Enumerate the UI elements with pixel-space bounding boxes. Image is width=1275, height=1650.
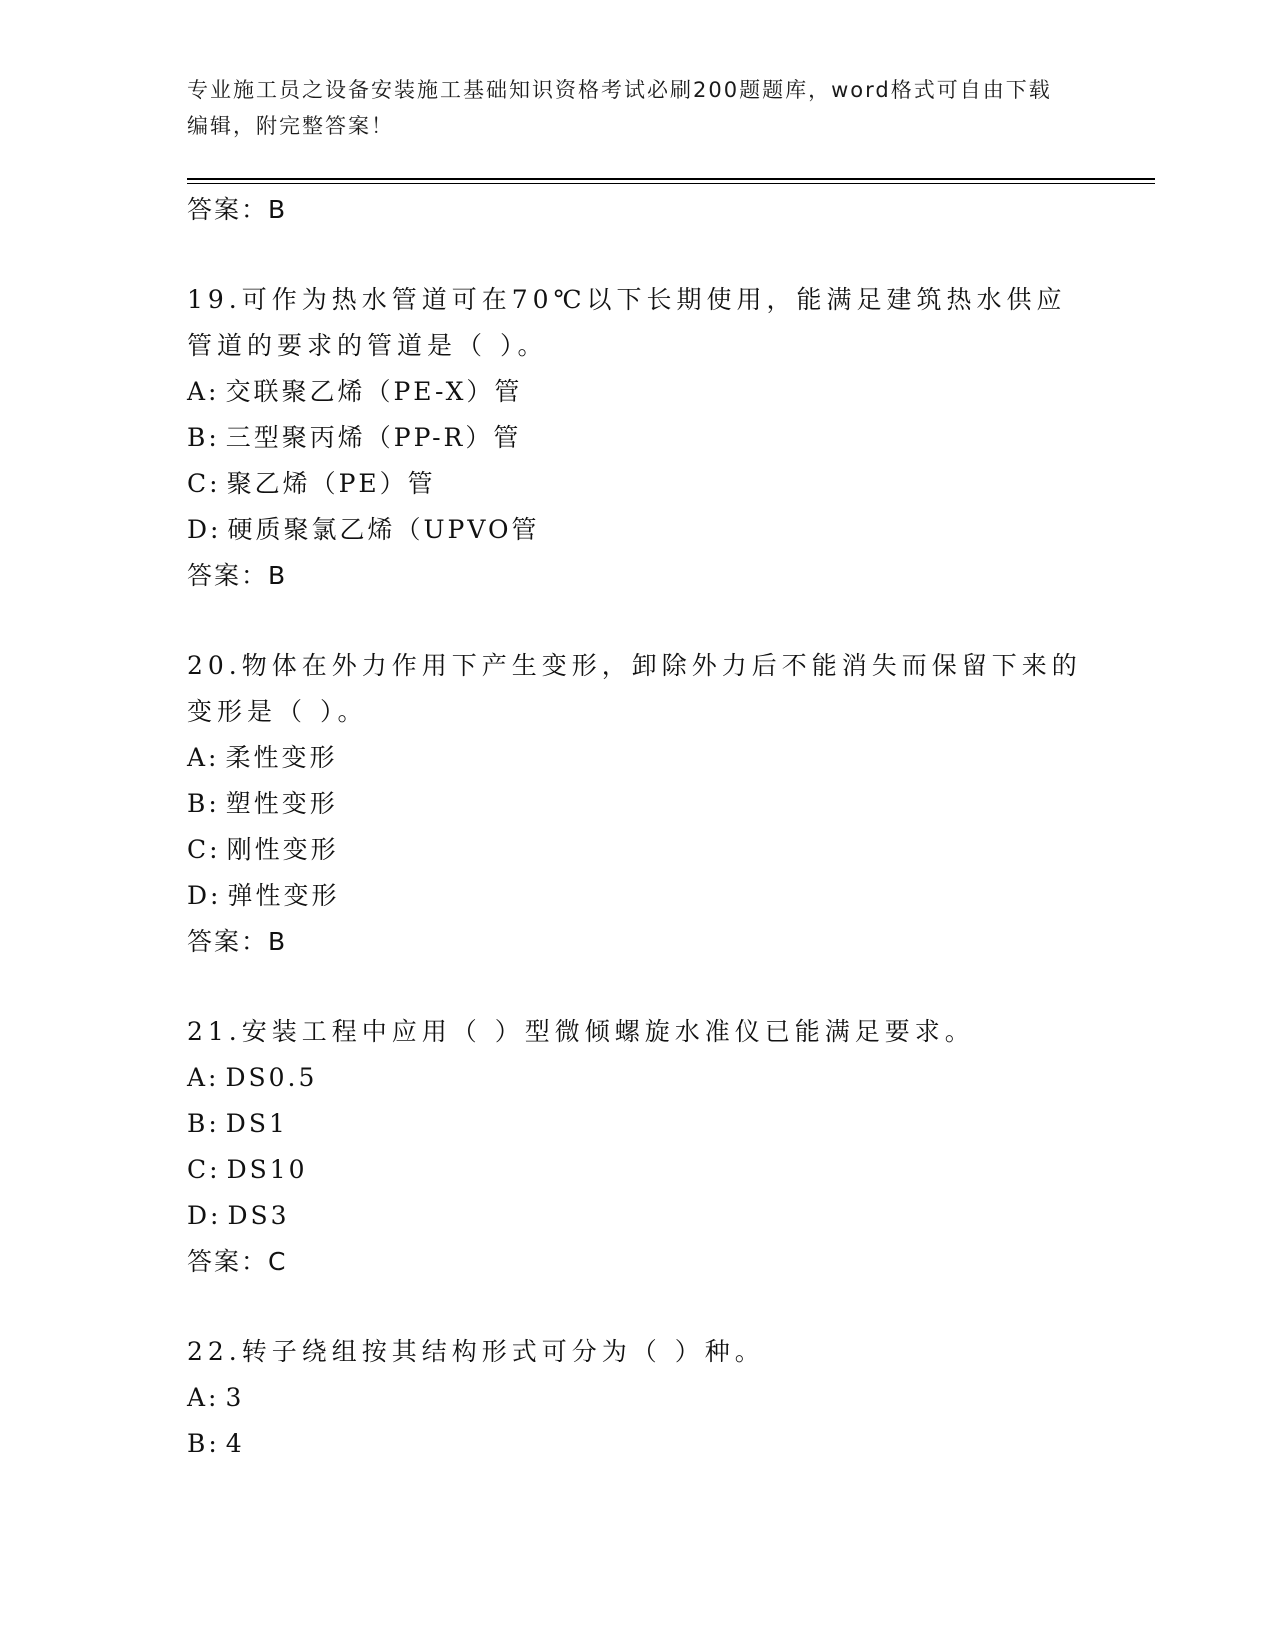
option-text: DS0.5: [225, 1063, 318, 1092]
option-label: A:: [187, 743, 220, 772]
answer-option: [187, 507, 1087, 553]
answer-option: [187, 415, 1087, 461]
answer-line: 答案：C: [187, 1247, 288, 1276]
option-text: 弹性变形: [227, 881, 340, 910]
option-label: C:: [187, 835, 221, 864]
question-text: 20.物体在外力作用下产生变形，卸除外力后不能消失而保留下来的变形是（ ）。: [187, 651, 1082, 726]
question-block: [187, 1009, 1087, 1285]
question-block: [187, 277, 1087, 599]
spacer: [187, 965, 1087, 1009]
answer-option: [187, 1375, 1087, 1421]
question-text: 22.转子绕组按其结构形式可分为（ ）种。: [187, 1337, 765, 1366]
option-text: 塑性变形: [225, 789, 338, 818]
answer-option: [187, 873, 1087, 919]
option-text: 4: [225, 1429, 245, 1458]
spacer: [187, 599, 1087, 643]
spacer: [187, 233, 1087, 277]
answer-option: [187, 735, 1087, 781]
answer-option: [187, 1055, 1087, 1101]
answer-line: 答案：B: [187, 927, 288, 956]
question-list: [187, 187, 1087, 1467]
question-text: 19.可作为热水管道可在70℃以下长期使用，能满足建筑热水供应管道的要求的管道是（ ）。: [187, 285, 1067, 360]
header-divider-thick: [187, 178, 1155, 180]
question-block: [187, 1329, 1087, 1467]
option-label: A:: [187, 1383, 220, 1412]
option-text: 3: [225, 1383, 245, 1412]
question-text: 21.安装工程中应用（ ）型微倾螺旋水准仪已能满足要求。: [187, 1017, 975, 1046]
header-divider-thin: [187, 183, 1155, 184]
answer-option: [187, 1421, 1087, 1467]
answer-option: [187, 369, 1087, 415]
option-label: B:: [187, 1429, 220, 1458]
answer-option: [187, 1147, 1087, 1193]
answer-line: 答案：B: [187, 561, 288, 590]
answer-option: [187, 781, 1087, 827]
option-label: B:: [187, 789, 220, 818]
option-text: 硬质聚氯乙烯（UPVO管: [227, 515, 540, 544]
option-label: D:: [187, 515, 222, 544]
option-label: D:: [187, 881, 222, 910]
option-text: 刚性变形: [226, 835, 339, 864]
option-label: D:: [187, 1201, 222, 1230]
option-text: DS10: [226, 1155, 308, 1184]
option-label: A:: [187, 1063, 220, 1092]
option-text: 交联聚乙烯（PE-X）管: [225, 377, 523, 406]
option-label: B:: [187, 1109, 220, 1138]
question-block: [187, 643, 1087, 965]
option-label: B:: [187, 423, 220, 452]
spacer: [187, 1285, 1087, 1329]
option-text: 柔性变形: [225, 743, 338, 772]
option-text: DS3: [227, 1201, 290, 1230]
answer-option: [187, 461, 1087, 507]
option-label: C:: [187, 469, 221, 498]
option-text: DS1: [225, 1109, 288, 1138]
option-label: A:: [187, 377, 220, 406]
document-header: 专业施工员之设备安装施工基础知识资格考试必刷200题题库，word格式可自由下载编辑，附完整答案！: [187, 78, 1052, 138]
answer-line: 答案：B: [187, 195, 288, 224]
answer-option: [187, 1101, 1087, 1147]
option-text: 聚乙烯（PE）管: [226, 469, 436, 498]
option-label: C:: [187, 1155, 221, 1184]
answer-option: [187, 1193, 1087, 1239]
answer-option: [187, 827, 1087, 873]
option-text: 三型聚丙烯（PP-R）管: [225, 423, 522, 452]
